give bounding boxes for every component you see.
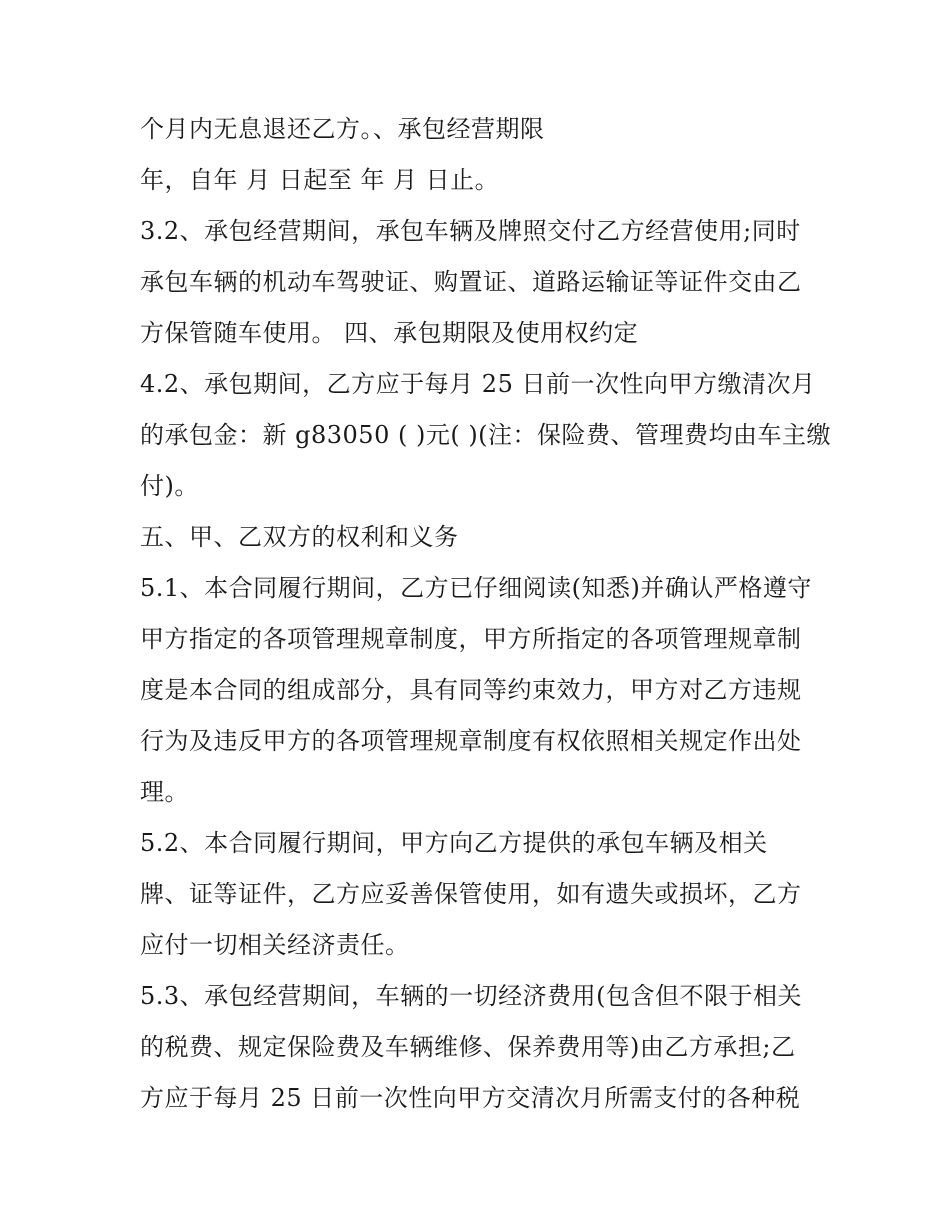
text-line: 年，自年 月 日起至 年 月 日止。 [140,166,500,194]
text-line: 的税费、规定保险费及车辆维修、保养费用等)由乙方承担;乙 [140,1033,796,1061]
text-line: 3.2、承包经营期间，承包车辆及牌照交付乙方经营使用;同时 [140,217,801,245]
text-line: 方保管随车使用。 四、承包期限及使用权约定 [140,319,639,347]
text-line: 付)。 [140,472,199,500]
text-line: 5.1、本合同履行期间，乙方已仔细阅读(知悉)并确认严格遵守 [140,574,812,602]
section-heading: 五、甲、乙双方的权利和义务 [140,523,459,551]
text-line: 行为及违反甲方的各项管理规章制度有权依照相关规定作出处 [140,727,802,755]
text-line: 承包车辆的机动车驾驶证、购置证、道路运输证等证件交由乙 [140,268,802,296]
text-line: 牌、证等证件，乙方应妥善保管使用，如有遗失或损坏，乙方 [140,880,802,908]
text-line: 方应于每月 25 日前一次性向甲方交清次月所需支付的各种税 [140,1084,801,1112]
text-line: 度是本合同的组成部分，具有同等约束效力，甲方对乙方违规 [140,676,802,704]
text-line: 理。 [140,778,189,806]
text-line: 个月内无息退还乙方。、承包经营期限 [140,115,545,143]
text-line: 应付一切相关经济责任。 [140,931,410,959]
document-body [140,104,832,1124]
text-line: 甲方指定的各项管理规章制度，甲方所指定的各项管理规章制 [140,625,802,653]
text-line: 的承包金：新 g83050 ( )元( )(注：保险费、管理费均由车主缴 [140,421,832,449]
text-line: 5.2、本合同履行期间，甲方向乙方提供的承包车辆及相关 [140,829,768,857]
text-line: 5.3、承包经营期间，车辆的一切经济费用(包含但不限于相关 [140,982,803,1010]
text-line: 4.2、承包期间，乙方应于每月 25 日前一次性向甲方缴清次月 [140,370,816,398]
